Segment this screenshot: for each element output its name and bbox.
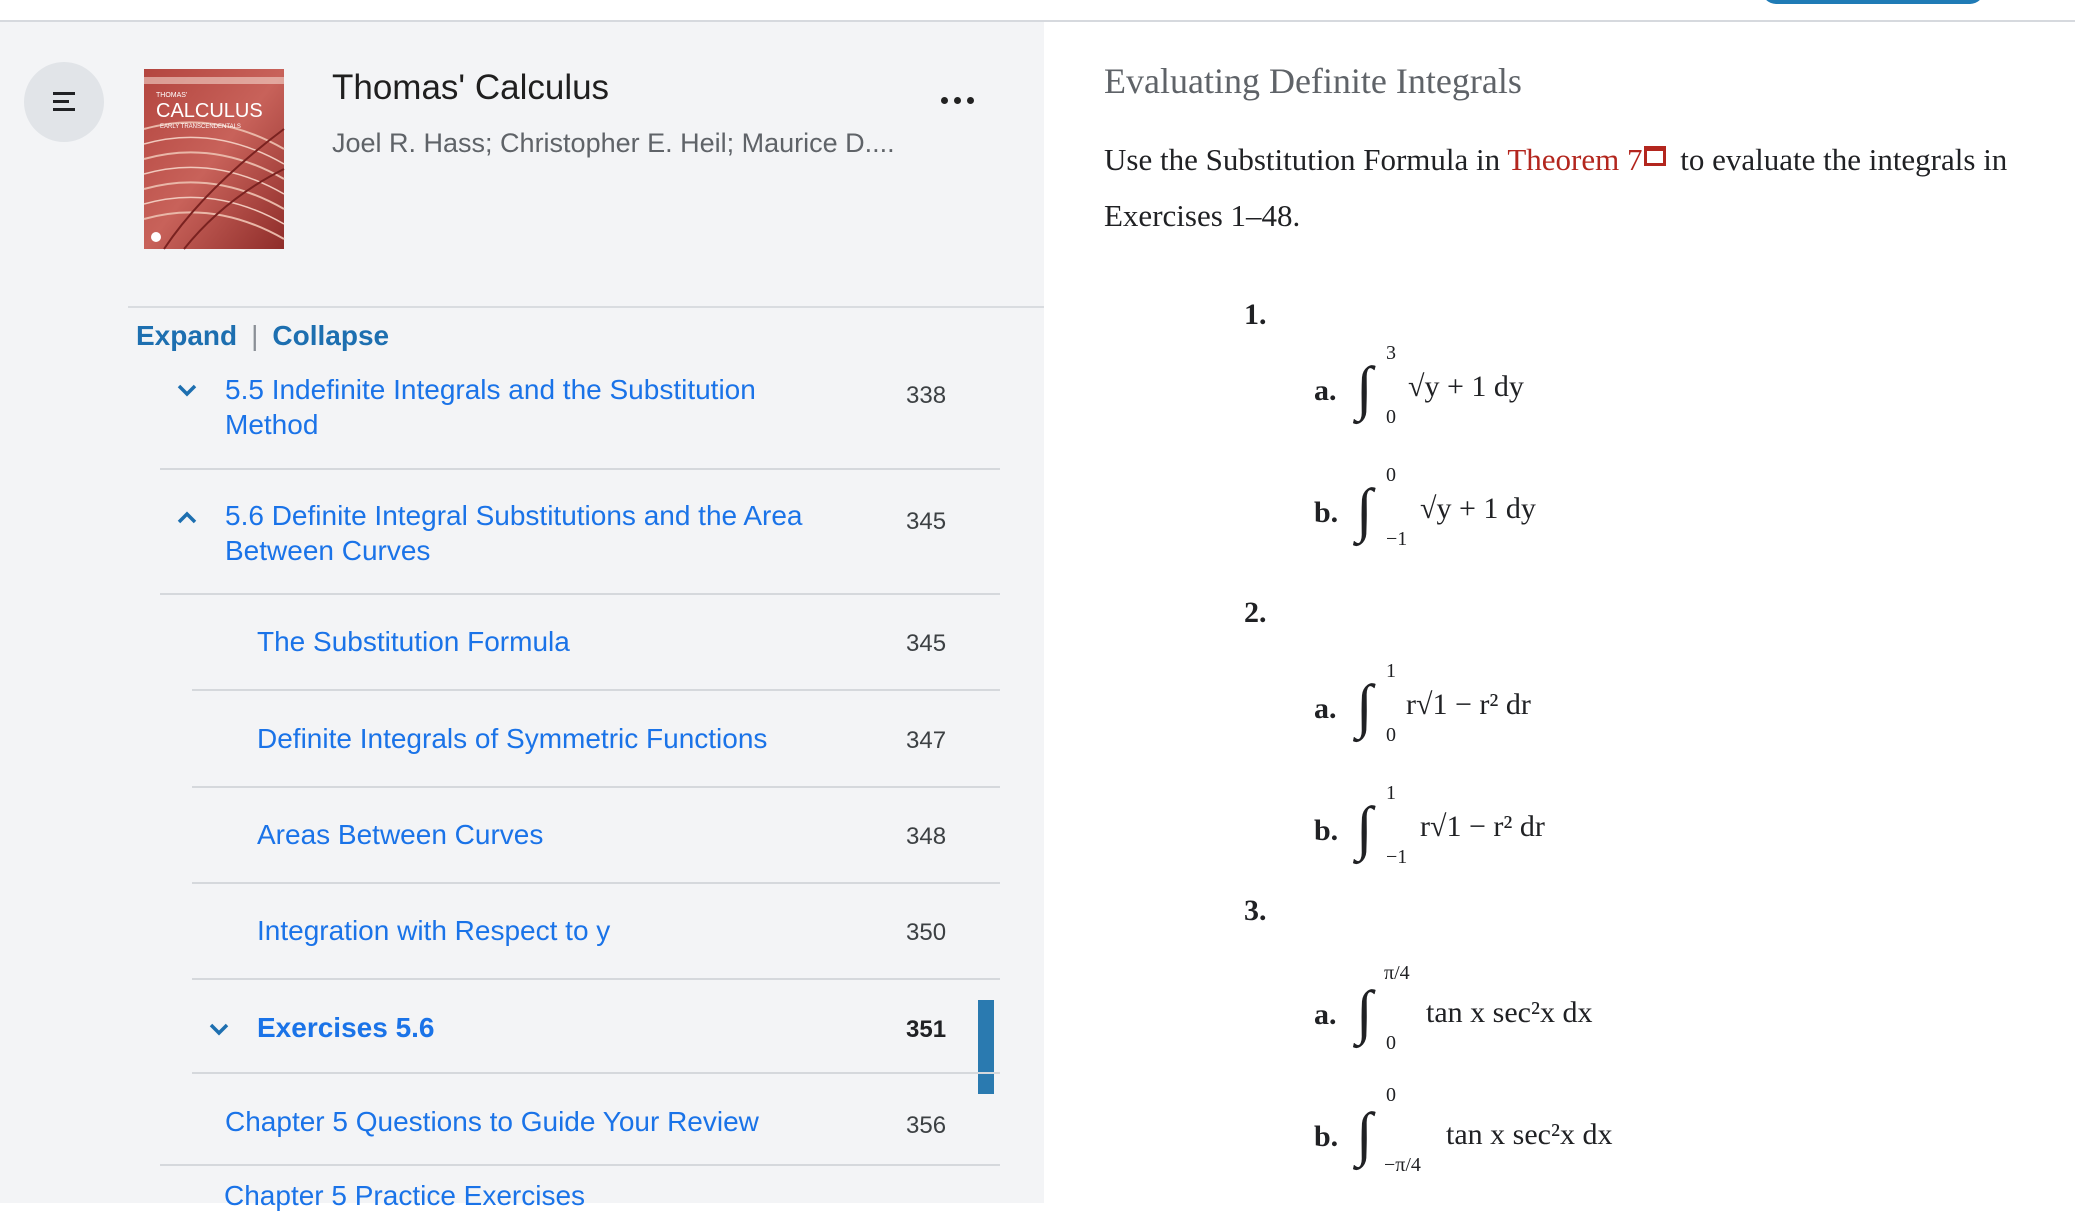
- integrand: r√1 − r² dr: [1406, 688, 1531, 721]
- theorem-link[interactable]: Theorem 7: [1507, 142, 1643, 177]
- toc-label[interactable]: Areas Between Curves: [257, 819, 544, 850]
- toc-label[interactable]: 5.6 Definite Integral Substitutions and the Area Between Curves: [225, 500, 803, 566]
- more-dot: [954, 97, 961, 104]
- toc-label[interactable]: The Substitution Formula: [257, 626, 570, 657]
- lower-limit: −π/4: [1384, 1154, 1421, 1176]
- toc-page: 345: [906, 508, 947, 535]
- exercise-number: 3.: [1244, 894, 1267, 927]
- part-label: a.: [1314, 692, 1337, 725]
- more-options-button[interactable]: [934, 80, 980, 120]
- book-authors: Joel R. Hass; Christopher E. Heil; Maurice D....: [332, 128, 895, 158]
- upper-limit: 1: [1386, 782, 1396, 804]
- toc-divider: [192, 1072, 1000, 1074]
- chevron-down-icon[interactable]: [206, 1016, 232, 1042]
- integral-sign: ∫: [1356, 477, 1373, 543]
- publisher-logo: [151, 232, 161, 242]
- toc-page: 348: [906, 823, 947, 850]
- toc-sidebar: [0, 22, 1044, 1211]
- toc-label[interactable]: Chapter 5 Questions to Guide Your Review: [225, 1106, 759, 1137]
- section-title: Evaluating Definite Integrals: [1104, 61, 1522, 101]
- instructions-paragraph: [1104, 132, 2044, 244]
- lower-limit: 0: [1386, 724, 1396, 746]
- menu-icon: [49, 87, 79, 117]
- integral-sign: ∫: [1356, 673, 1373, 739]
- sidebar-divider: [128, 306, 1044, 308]
- upper-limit: 0: [1386, 1084, 1396, 1106]
- integral-sign: ∫: [1356, 355, 1373, 421]
- top-bar: [0, 0, 2075, 22]
- integrand: √y + 1 dy: [1420, 492, 1536, 525]
- toc-page: 350: [906, 919, 947, 946]
- integrand: tan x sec²x dx: [1446, 1118, 1613, 1151]
- intro-text-after: to evaluate the integrals in Exercises 1–48.: [1104, 142, 2008, 233]
- cover-subtitle: EARLY TRANSCENDENTALS: [160, 124, 241, 130]
- active-item-indicator: [978, 1000, 994, 1094]
- toc-page: 347: [906, 727, 947, 754]
- lower-limit: 0: [1386, 406, 1396, 428]
- exercise-number: 2.: [1244, 596, 1267, 629]
- separator: |: [251, 320, 259, 351]
- toc-divider: [192, 882, 1000, 884]
- book-title: Thomas' Calculus: [332, 68, 610, 107]
- toc-label[interactable]: Definite Integrals of Symmetric Functions: [257, 723, 768, 754]
- toc-page: 356: [906, 1112, 947, 1139]
- toc-divider: [192, 978, 1000, 980]
- expand-collapse-controls: [136, 320, 389, 352]
- top-action-button[interactable]: [1762, 0, 1984, 4]
- integrand: tan x sec²x dx: [1426, 996, 1593, 1029]
- toc-divider: [160, 468, 1000, 470]
- toc-page: 351: [906, 1016, 947, 1043]
- part-label: b.: [1314, 814, 1339, 847]
- toc-divider: [192, 786, 1000, 788]
- upper-limit: π/4: [1384, 962, 1410, 984]
- integrand: r√1 − r² dr: [1420, 810, 1545, 843]
- upper-limit: 0: [1386, 464, 1396, 486]
- cover-brand: THOMAS': [156, 92, 188, 99]
- part-label: b.: [1314, 1120, 1339, 1153]
- menu-button[interactable]: [24, 62, 104, 142]
- book-cover: [144, 69, 284, 249]
- part-label: a.: [1314, 998, 1337, 1031]
- toc-page: 338: [906, 382, 947, 409]
- integral-sign: ∫: [1356, 979, 1373, 1045]
- lower-limit: 0: [1386, 1032, 1396, 1054]
- reading-pane: [1044, 22, 2075, 1203]
- chevron-up-icon[interactable]: [174, 505, 200, 531]
- collapse-link[interactable]: Collapse: [272, 320, 390, 351]
- intro-text: Use the Substitution Formula in: [1104, 142, 1508, 177]
- more-dots-icon: [941, 97, 948, 104]
- toc-label[interactable]: Exercises 5.6: [257, 1012, 435, 1043]
- toc-divider: [160, 593, 1000, 595]
- part-label: a.: [1314, 374, 1337, 407]
- upper-limit: 1: [1386, 660, 1396, 682]
- integrand: √y + 1 dy: [1408, 370, 1524, 403]
- toc-label[interactable]: 5.5 Indefinite Integrals and the Substitution Method: [225, 374, 756, 440]
- integral-sign: ∫: [1356, 795, 1373, 861]
- part-label: b.: [1314, 496, 1339, 529]
- toc-page: 345: [906, 630, 947, 657]
- lower-limit: −1: [1386, 528, 1408, 550]
- toc-label[interactable]: Chapter 5 Practice Exercises: [224, 1180, 586, 1211]
- external-link-icon[interactable]: [1644, 146, 1666, 166]
- toc-divider: [192, 689, 1000, 691]
- toc-item-practice-exercises[interactable]: [224, 1180, 586, 1211]
- toc-label[interactable]: Integration with Respect to y: [257, 915, 611, 946]
- upper-limit: 3: [1386, 342, 1396, 364]
- more-dot: [967, 97, 974, 104]
- chevron-down-icon[interactable]: [174, 377, 200, 403]
- cover-title: CALCULUS: [156, 100, 263, 122]
- lower-limit: −1: [1386, 846, 1408, 868]
- integral-sign: ∫: [1356, 1101, 1373, 1167]
- expand-link[interactable]: Expand: [136, 320, 238, 351]
- exercise-number: 1.: [1244, 298, 1267, 331]
- toc-divider: [160, 1164, 1000, 1166]
